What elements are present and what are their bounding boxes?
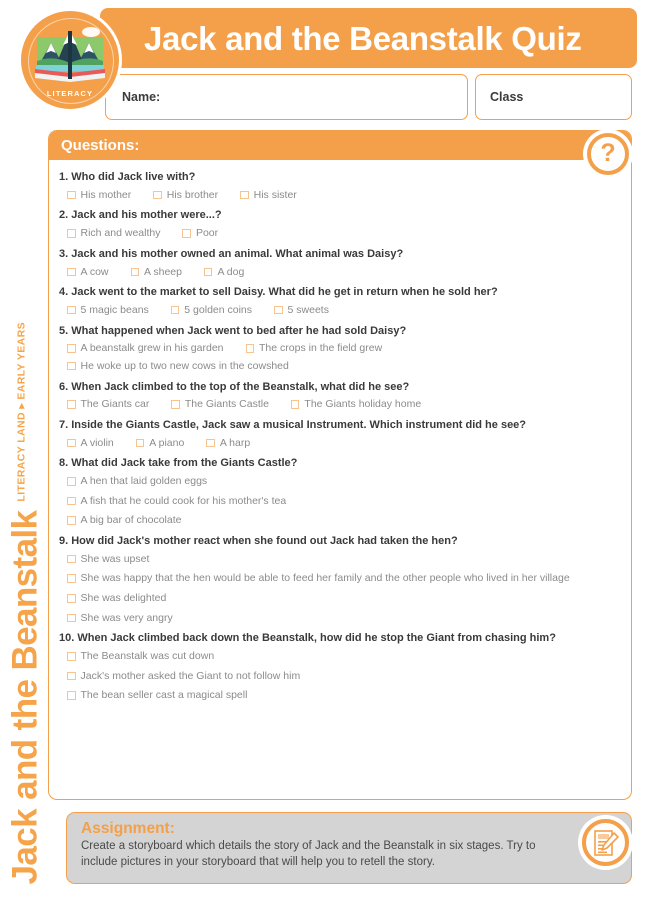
answer-option-label: 5 sweets <box>287 303 329 316</box>
answer-option[interactable] <box>153 189 218 203</box>
answer-option[interactable] <box>67 342 224 356</box>
name-field[interactable] <box>105 74 468 120</box>
questions-heading: Questions: <box>61 137 140 154</box>
option-row <box>59 340 621 375</box>
assignment-box <box>66 812 632 884</box>
answer-option[interactable] <box>136 437 185 451</box>
checkbox-icon[interactable] <box>171 400 180 409</box>
option-row <box>59 610 621 628</box>
answer-option-label: His mother <box>80 188 132 201</box>
checkbox-icon[interactable] <box>67 229 76 238</box>
question-text: 3. Jack and his mother owned an animal. What animal was Daisy? <box>59 247 404 260</box>
answer-option-label: A cow <box>80 265 109 278</box>
answer-option-label: She was delighted <box>80 592 167 605</box>
header-bar <box>100 8 637 68</box>
option-row <box>59 493 621 511</box>
answer-option[interactable] <box>67 189 131 203</box>
answer-option-label: The Giants holiday home <box>304 398 422 411</box>
answer-option[interactable] <box>67 553 149 567</box>
assignment-badge <box>578 815 633 870</box>
answer-option-label: The Giants Castle <box>184 398 269 411</box>
option-row <box>59 551 621 569</box>
answer-option-label: Jack's mother asked the Giant to not follow him <box>80 669 301 682</box>
checkbox-icon[interactable] <box>67 477 76 486</box>
answer-option[interactable] <box>67 650 214 664</box>
logo-wordmark: LITERACY <box>46 89 94 98</box>
help-badge[interactable] <box>583 129 633 179</box>
checkbox-icon[interactable] <box>67 614 76 623</box>
checkbox-icon[interactable] <box>136 439 145 448</box>
assignment-body: Create a storyboard which details the story of Jack and the Beanstalk in six stages. Try to include pictures in your storyboard that will help you to retell the story. <box>81 840 536 868</box>
option-row <box>59 435 621 453</box>
header <box>48 8 637 68</box>
option-row <box>59 473 621 491</box>
answer-option[interactable] <box>67 572 570 586</box>
answer-option-label: His brother <box>166 188 219 201</box>
book-mountains-icon <box>33 25 107 83</box>
answer-option-label: Poor <box>195 227 219 240</box>
checkbox-icon[interactable] <box>67 439 76 448</box>
answer-option[interactable] <box>171 398 269 412</box>
answer-option[interactable] <box>131 266 182 280</box>
option-row <box>59 302 621 320</box>
answer-option-label: A fish that he could cook for his mother's tea <box>80 494 287 507</box>
option-row <box>59 512 621 530</box>
answer-option-label: He woke up to two new cows in the cowshed <box>80 359 289 372</box>
option-row <box>59 648 621 666</box>
answer-option[interactable] <box>67 495 286 509</box>
questions-panel <box>48 130 632 800</box>
checkbox-icon[interactable] <box>67 516 76 525</box>
question-text: 2. Jack and his mother were...? <box>59 209 222 222</box>
answer-option[interactable] <box>240 189 297 203</box>
checkbox-icon[interactable] <box>131 268 140 277</box>
checkbox-icon[interactable] <box>246 344 255 353</box>
answer-option-label: The crops in the field grew <box>259 342 383 355</box>
class-label: Class <box>490 90 524 104</box>
answer-option-label: The Beanstalk was cut down <box>80 650 215 663</box>
answer-option[interactable] <box>67 592 166 606</box>
answer-option[interactable] <box>67 437 114 451</box>
sidebar-spine <box>0 0 48 912</box>
checkbox-icon[interactable] <box>240 191 249 200</box>
checkbox-icon[interactable] <box>67 344 76 353</box>
questions-header <box>49 131 631 160</box>
checkbox-icon[interactable] <box>67 191 76 200</box>
name-label: Name: <box>122 90 161 104</box>
answer-option-label: She was very angry <box>80 611 173 624</box>
checkbox-icon[interactable] <box>67 672 76 681</box>
question-text: 4. Jack went to the market to sell Daisy. What did he get in return when he sold her? <box>59 286 498 299</box>
spine-subtitle: LITERACY LAND ▸ EARLY YEARS <box>15 321 28 502</box>
answer-option[interactable] <box>246 342 383 356</box>
question-text: 5. What happened when Jack went to bed after he had sold Daisy? <box>59 324 407 337</box>
option-row <box>59 187 621 205</box>
checkbox-icon[interactable] <box>67 400 76 409</box>
question-text: 9. How did Jack's mother react when she found out Jack had taken the hen? <box>59 535 458 548</box>
checkbox-icon[interactable] <box>171 306 180 315</box>
answer-option-label: She was upset <box>80 552 150 565</box>
answer-option[interactable] <box>67 514 182 528</box>
questions-list <box>49 160 631 711</box>
answer-option-label: A big bar of chocolate <box>80 514 182 527</box>
checkbox-icon[interactable] <box>67 306 76 315</box>
answer-option-label: The bean seller cast a magical spell <box>80 689 248 702</box>
option-row <box>59 590 621 608</box>
answer-option-label: She was happy that the hen would be able to feed her family and the other people who lived in her village <box>80 572 570 585</box>
checkbox-icon[interactable] <box>67 652 76 661</box>
question-text: 7. Inside the Giants Castle, Jack saw a musical Instrument. Which instrument did he see? <box>59 418 527 431</box>
answer-option[interactable] <box>67 266 109 280</box>
document-pencil-icon <box>593 829 619 857</box>
answer-option[interactable] <box>67 398 149 412</box>
answer-option[interactable] <box>67 475 207 489</box>
checkbox-icon[interactable] <box>291 400 300 409</box>
option-row <box>59 668 621 686</box>
checkbox-icon[interactable] <box>67 691 76 700</box>
option-row <box>59 225 621 243</box>
option-row <box>59 396 621 414</box>
answer-option-label: A piano <box>149 436 185 449</box>
option-row <box>59 264 621 282</box>
question-text: 10. When Jack climbed back down the Beanstalk, how did he stop the Giant from chasing him? <box>59 632 556 645</box>
answer-option-label: A sheep <box>144 265 182 278</box>
answer-option[interactable] <box>182 227 218 241</box>
checkbox-icon[interactable] <box>67 362 76 371</box>
question-text: 1. Who did Jack live with? <box>59 171 196 183</box>
checkbox-icon[interactable] <box>67 497 76 506</box>
answer-option-label: A harp <box>219 436 251 449</box>
checkbox-icon[interactable] <box>67 594 76 603</box>
option-row <box>59 687 621 705</box>
answer-option-label: A beanstalk grew in his garden <box>80 342 224 355</box>
answer-option[interactable] <box>67 689 247 703</box>
checkbox-icon[interactable] <box>153 191 162 200</box>
answer-option-label: 5 magic beans <box>80 303 149 316</box>
answer-option-label: His sister <box>253 188 297 201</box>
checkbox-icon[interactable] <box>67 555 76 564</box>
checkbox-icon[interactable] <box>182 229 191 238</box>
literacy-logo-badge <box>18 8 122 112</box>
assignment-title: Assignment: <box>81 820 175 837</box>
answer-option[interactable] <box>67 670 300 684</box>
checkbox-icon[interactable] <box>274 306 283 315</box>
answer-option[interactable] <box>67 227 160 241</box>
checkbox-icon[interactable] <box>206 439 215 448</box>
question-mark-icon: ? <box>587 133 629 175</box>
answer-option[interactable] <box>67 304 149 318</box>
answer-option-label: Rich and wealthy <box>80 227 161 240</box>
class-field[interactable] <box>475 74 632 120</box>
answer-option[interactable] <box>206 437 250 451</box>
checkbox-icon[interactable] <box>204 268 213 277</box>
answer-option-label: A hen that laid golden eggs <box>80 475 208 488</box>
checkbox-icon[interactable] <box>67 268 76 277</box>
answer-option[interactable] <box>67 612 173 626</box>
option-row <box>59 570 621 588</box>
page-title: Jack and the Beanstalk Quiz <box>144 19 582 57</box>
question-text: 8. What did Jack take from the Giants Castle? <box>59 457 298 470</box>
checkbox-icon[interactable] <box>67 574 76 583</box>
answer-option-label: A violin <box>80 436 114 449</box>
answer-option-label: A dog <box>217 265 245 278</box>
question-text: 6. When Jack climbed to the top of the Beanstalk, what did he see? <box>59 380 410 393</box>
answer-option[interactable] <box>171 304 252 318</box>
answer-option[interactable] <box>67 360 289 374</box>
spine-title: Jack and the Beanstalk <box>5 510 45 885</box>
answer-option[interactable] <box>274 304 329 318</box>
answer-option[interactable] <box>291 398 421 412</box>
answer-option-label: The Giants car <box>80 398 150 411</box>
answer-option[interactable] <box>204 266 244 280</box>
answer-option-label: 5 golden coins <box>184 303 253 316</box>
